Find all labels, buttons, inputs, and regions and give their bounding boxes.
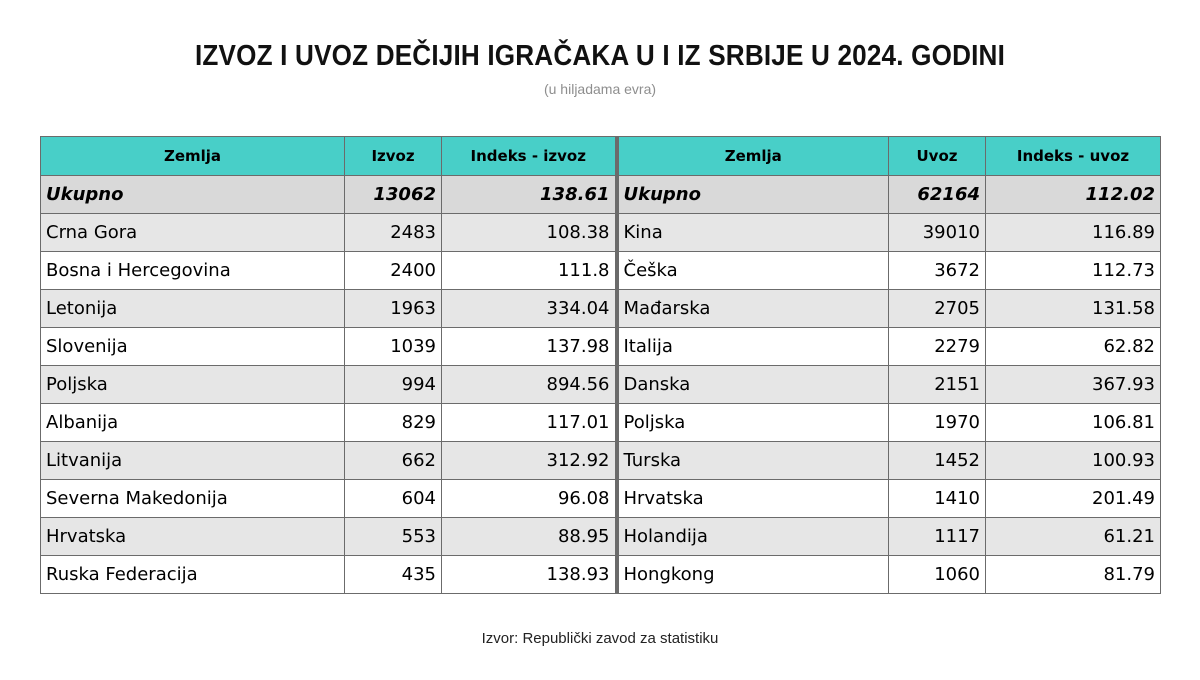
export-country-cell: Crna Gora — [41, 214, 345, 252]
import-index-cell: 106.81 — [986, 404, 1161, 442]
export-index-cell: 312.92 — [442, 442, 617, 480]
export-value-cell: 1963 — [345, 290, 442, 328]
import-value-cell: 1410 — [889, 480, 986, 518]
export-country-cell: Slovenija — [41, 328, 345, 366]
header-indeks-izvoz: Indeks - izvoz — [442, 137, 617, 176]
import-index-cell: 61.21 — [986, 518, 1161, 556]
export-country-cell: Letonija — [41, 290, 345, 328]
export-country-cell: Ruska Federacija — [41, 556, 345, 594]
export-value-cell: 435 — [345, 556, 442, 594]
table-row — [41, 290, 1161, 328]
header-zemlja-izvoz: Zemlja — [41, 137, 345, 176]
export-index-cell: 334.04 — [442, 290, 617, 328]
export-index-cell: 137.98 — [442, 328, 617, 366]
total-indeks-izvoz: 138.61 — [442, 176, 617, 214]
export-value-cell: 829 — [345, 404, 442, 442]
import-country-cell: Kina — [617, 214, 889, 252]
table-row — [41, 404, 1161, 442]
export-index-cell: 138.93 — [442, 556, 617, 594]
export-country-cell: Poljska — [41, 366, 345, 404]
total-row — [41, 176, 1161, 214]
import-index-cell: 112.73 — [986, 252, 1161, 290]
chart-subtitle: (u hiljadama evra) — [543, 81, 657, 97]
import-value-cell: 2705 — [889, 290, 986, 328]
export-index-cell: 88.95 — [442, 518, 617, 556]
trade-table — [40, 136, 1161, 594]
import-country-cell: Turska — [617, 442, 889, 480]
export-index-cell: 117.01 — [442, 404, 617, 442]
table-row — [41, 214, 1161, 252]
table-row — [41, 556, 1161, 594]
import-country-cell: Hrvatska — [617, 480, 889, 518]
source-note: Izvor: Republički zavod za statistiku — [481, 630, 719, 647]
export-value-cell: 2400 — [345, 252, 442, 290]
export-value-cell: 553 — [345, 518, 442, 556]
total-indeks-uvoz: 112.02 — [986, 176, 1161, 214]
table-row — [41, 442, 1161, 480]
total-izvoz: 13062 — [345, 176, 442, 214]
import-index-cell: 367.93 — [986, 366, 1161, 404]
total-label-uvoz: Ukupno — [617, 176, 889, 214]
header-izvoz: Izvoz — [345, 137, 442, 176]
export-country-cell: Albanija — [41, 404, 345, 442]
import-country-cell: Danska — [617, 366, 889, 404]
import-index-cell: 62.82 — [986, 328, 1161, 366]
import-index-cell: 116.89 — [986, 214, 1161, 252]
export-country-cell: Litvanija — [41, 442, 345, 480]
import-country-cell: Poljska — [617, 404, 889, 442]
import-index-cell: 131.58 — [986, 290, 1161, 328]
export-index-cell: 96.08 — [442, 480, 617, 518]
table-row — [41, 366, 1161, 404]
import-value-cell: 1970 — [889, 404, 986, 442]
import-value-cell: 2279 — [889, 328, 986, 366]
total-label-izvoz: Ukupno — [41, 176, 345, 214]
import-value-cell: 39010 — [889, 214, 986, 252]
header-zemlja-uvoz: Zemlja — [617, 137, 889, 176]
total-uvoz: 62164 — [889, 176, 986, 214]
import-index-cell: 100.93 — [986, 442, 1161, 480]
import-country-cell: Holandija — [617, 518, 889, 556]
chart-title: IZVOZ I UVOZ DEČIJIH IGRAČAKA U I IZ SRBIJE U 2024. GODINI — [195, 40, 1005, 72]
table-row — [41, 480, 1161, 518]
export-country-cell: Hrvatska — [41, 518, 345, 556]
header-uvoz: Uvoz — [889, 137, 986, 176]
export-index-cell: 111.8 — [442, 252, 617, 290]
export-value-cell: 994 — [345, 366, 442, 404]
export-country-cell: Bosna i Hercegovina — [41, 252, 345, 290]
table-row — [41, 252, 1161, 290]
import-index-cell: 81.79 — [986, 556, 1161, 594]
export-value-cell: 2483 — [345, 214, 442, 252]
import-value-cell: 1452 — [889, 442, 986, 480]
export-country-cell: Severna Makedonija — [41, 480, 345, 518]
export-value-cell: 604 — [345, 480, 442, 518]
import-country-cell: Italija — [617, 328, 889, 366]
export-index-cell: 108.38 — [442, 214, 617, 252]
import-value-cell: 1060 — [889, 556, 986, 594]
import-value-cell: 2151 — [889, 366, 986, 404]
export-value-cell: 1039 — [345, 328, 442, 366]
import-index-cell: 201.49 — [986, 480, 1161, 518]
header-indeks-uvoz: Indeks - uvoz — [986, 137, 1161, 176]
import-country-cell: Češka — [617, 252, 889, 290]
import-value-cell: 3672 — [889, 252, 986, 290]
import-country-cell: Hongkong — [617, 556, 889, 594]
import-country-cell: Mađarska — [617, 290, 889, 328]
table-row — [41, 518, 1161, 556]
export-index-cell: 894.56 — [442, 366, 617, 404]
import-value-cell: 1117 — [889, 518, 986, 556]
export-value-cell: 662 — [345, 442, 442, 480]
table-header-row — [41, 137, 1161, 176]
table-row — [41, 328, 1161, 366]
